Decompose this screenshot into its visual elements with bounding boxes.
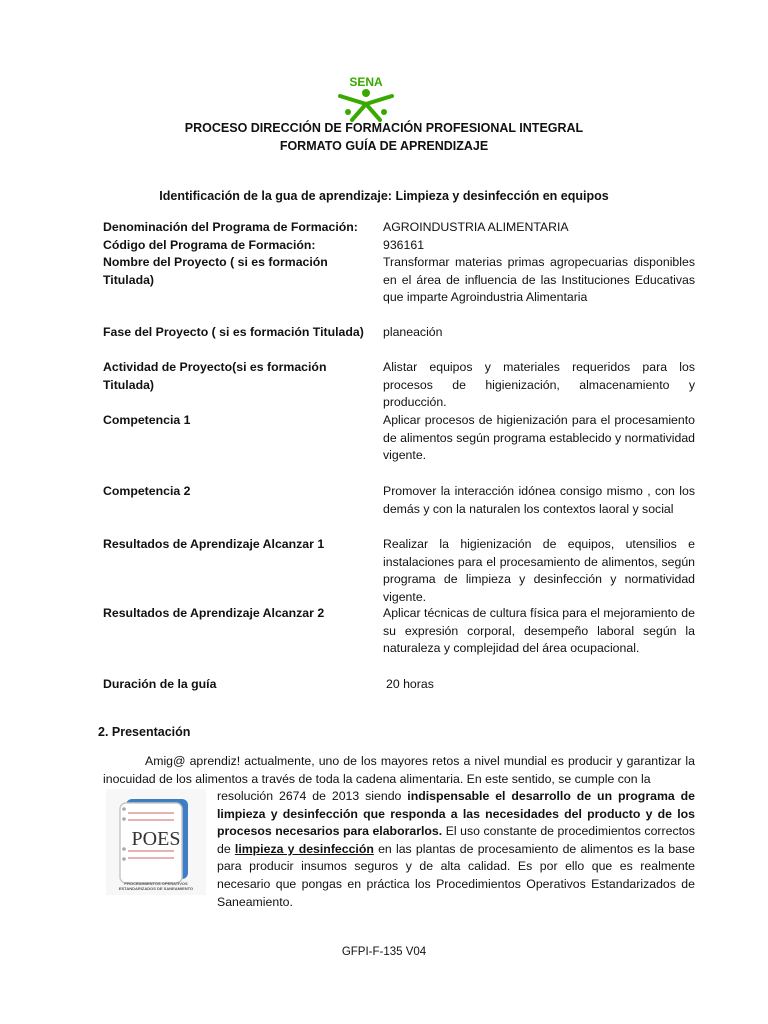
presentation-paragraph-1: Amig@ aprendiz! actualmente, uno de los mayores retos a nivel mundial es producir y garantizar la inocuidad de los alimentos a través de toda la cadena alimentaria. En este sentido, se cumple con la xyxy=(103,754,695,786)
field-label: Código del Programa de Formación: xyxy=(103,238,316,252)
field-label: Fase del Proyecto ( si es formación Titulada) xyxy=(103,325,364,339)
field-label: Resultados de Aprendizaje Alcanzar 2 xyxy=(103,606,325,620)
field-value: Aplicar técnicas de cultura física para el mejoramiento de su expresión corporal, desempeño laboral según la naturaleza y complejidad del área ocupacional. xyxy=(383,606,695,655)
field-value: Promover la interacción idónea consigo mismo , con los demás y con la naturalen los contextos laoral y social xyxy=(383,484,695,516)
field-label: Denominación del Programa de Formación: xyxy=(103,220,358,234)
field-value: Aplicar procesos de higienización para el procesamiento de alimentos según programa establecido y normatividad vigente. xyxy=(383,413,695,462)
field-label: Duración de la guía xyxy=(103,677,217,691)
svg-text:POES: POES xyxy=(131,828,181,850)
field-label: Competencia 1 xyxy=(103,413,191,427)
field-value: planeación xyxy=(383,325,443,339)
svg-text:SENA: SENA xyxy=(349,75,383,89)
svg-text:ESTANDARIZADOS DE SANEAMIENTO: ESTANDARIZADOS DE SANEAMIENTO xyxy=(118,886,194,891)
field-value: Alistar equipos y materiales requeridos para los procesos de higienización, almacenamiento y producción. xyxy=(383,360,695,409)
sena-logo xyxy=(334,74,398,122)
text-run-bold: indispensable el desarrollo de un programa de limpieza y desinfección que responda a las necesidades del producto y de los procesos necesarios para elaborarlos. xyxy=(217,789,695,839)
field-value: Transformar materias primas agropecuarias disponibles en el área de influencia de las Instituciones Educativas que imparte Agroindustria Alimentaria xyxy=(383,255,695,304)
field-value: Realizar la higienización de equipos, utensilios e instalaciones para el procesamiento de alimentos, según programa de limpieza y desinfección y normatividad vigente. xyxy=(383,537,695,604)
guide-identification: Identificación de la gua de aprendizaje: Limpieza y desinfección en equipos xyxy=(159,189,609,203)
field-label: Nombre del Proyecto ( si es formación Titulada) xyxy=(103,255,328,287)
svg-text:PROCEDIMIENTOS OPERATIVOS: PROCEDIMIENTOS OPERATIVOS xyxy=(124,881,188,886)
field-value: 20 horas xyxy=(386,677,434,691)
field-label: Actividad de Proyecto(si es formación Titulada) xyxy=(103,360,327,392)
field-label: Competencia 2 xyxy=(103,484,191,498)
poes-image xyxy=(106,789,206,895)
header-process-title: PROCESO DIRECCIÓN DE FORMACIÓN PROFESIONAL INTEGRAL xyxy=(184,121,584,135)
section-title-presentacion: 2. Presentación xyxy=(98,725,191,739)
presentation-paragraph-2 xyxy=(217,788,695,911)
text-run-bold-underline: limpieza y desinfección xyxy=(234,841,374,856)
field-value: 936161 xyxy=(383,238,425,252)
header-format-title: FORMATO GUÍA DE APRENDIZAJE xyxy=(279,139,489,153)
field-label: Resultados de Aprendizaje Alcanzar 1 xyxy=(103,537,325,551)
text-run: en las plantas de procesamiento de alimentos es la base para producir insumos seguros y de alta calidad. Es por ello que es realmente necesario que pongas en práctica los Procedimientos Operativos Estandarizados de Saneamiento. xyxy=(217,841,695,909)
footer-code: GFPI-F-135 V04 xyxy=(341,946,427,958)
text-run: resolución 2674 de 2013 siendo xyxy=(217,789,408,803)
text-run: El uso constante de procedimientos correctos de xyxy=(217,824,695,856)
field-value: AGROINDUSTRIA ALIMENTARIA xyxy=(383,220,569,234)
